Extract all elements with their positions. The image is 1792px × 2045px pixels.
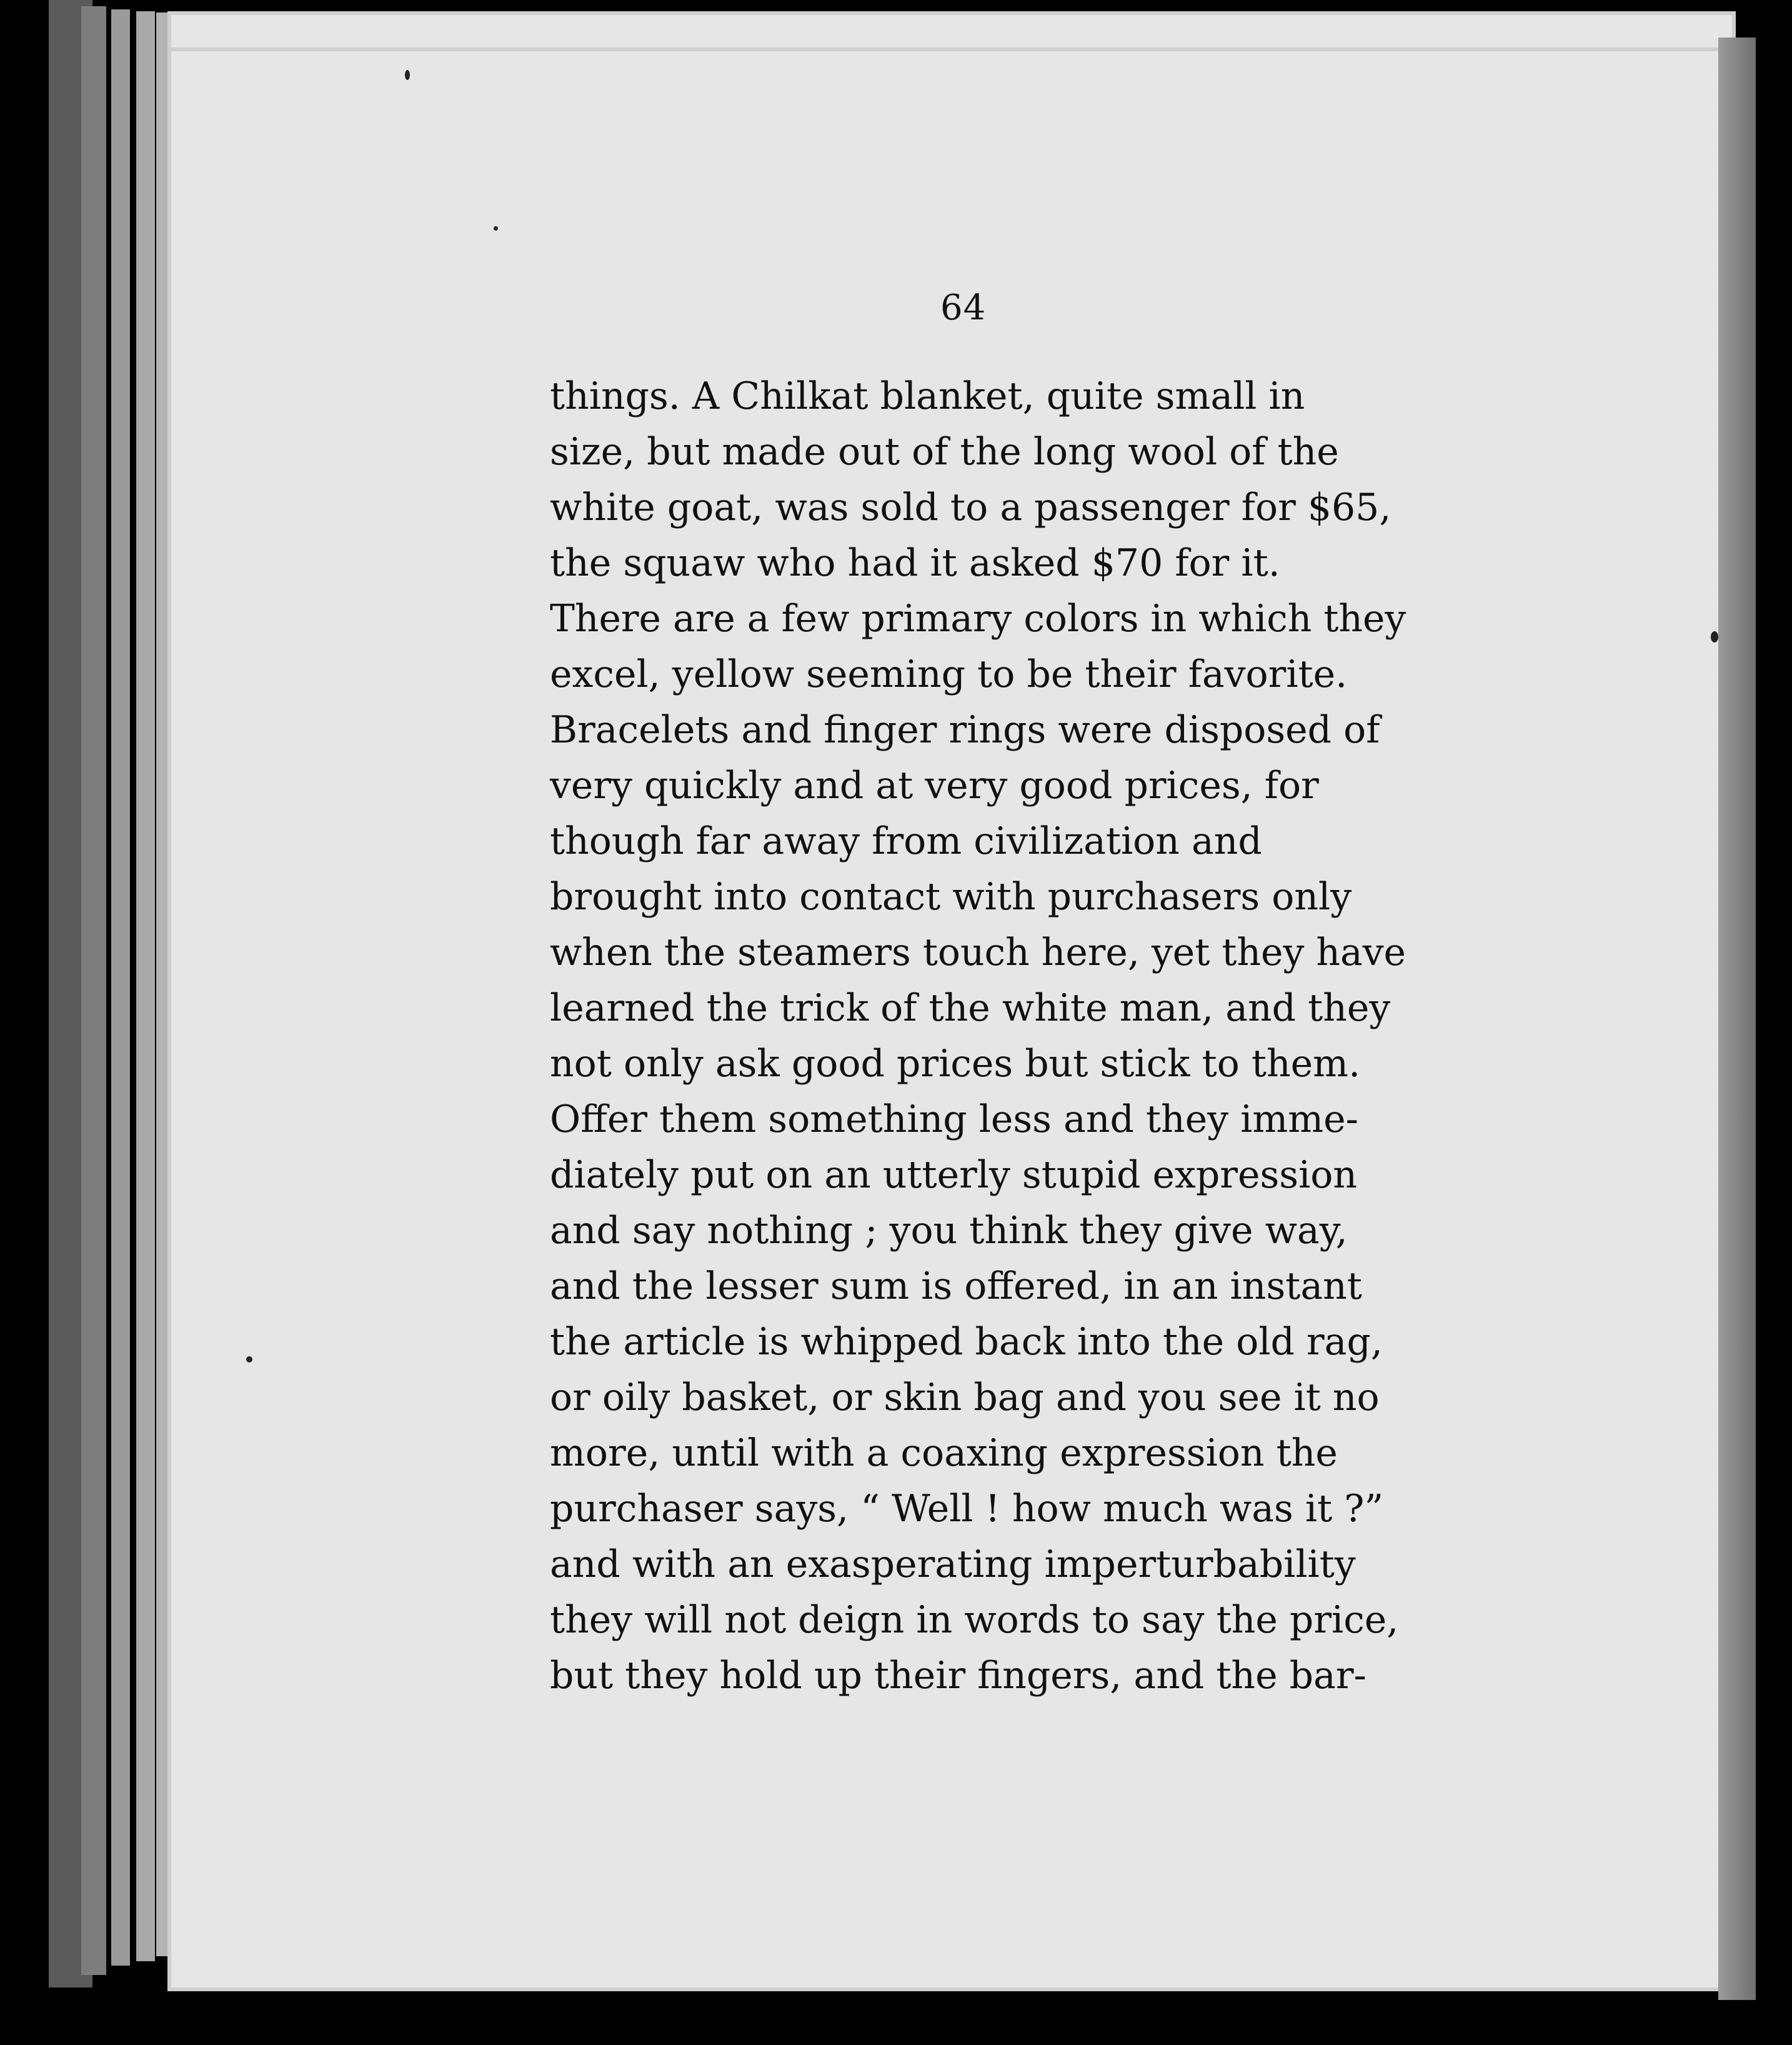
text-line: or oily basket, or skin bag and you see it no: [550, 1376, 1380, 1419]
text-line: and the lesser sum is offered, in an instant: [550, 1264, 1362, 1308]
scan-border: [1756, 0, 1792, 2045]
ink-speck: [405, 70, 410, 80]
text-line: brought into contact with purchasers only: [550, 875, 1352, 919]
text-line: purchaser says, “ Well ! how much was it ?”: [550, 1487, 1384, 1531]
text-line: they will not deign in words to say the price,: [550, 1598, 1399, 1642]
text-line: learned the trick of the white man, and they: [550, 986, 1391, 1030]
text-line: but they hold up their fingers, and the bar-: [550, 1654, 1366, 1698]
ink-speck: [246, 1356, 252, 1362]
body-text: [550, 369, 1406, 1704]
ink-speck: [494, 226, 498, 231]
text-line: not only ask good prices but stick to them.: [550, 1042, 1361, 1086]
text-line: though far away from civilization and: [550, 819, 1262, 863]
page-top-edge: [167, 48, 1736, 51]
text-line: Offer them something less and they imme-: [550, 1098, 1358, 1141]
page-right-shadow: [1718, 38, 1756, 2000]
page-edge: [111, 9, 130, 1966]
page-number: 64: [940, 288, 987, 328]
text-line: things. A Chilkat blanket, quite small in: [550, 374, 1305, 418]
ink-speck: [1711, 631, 1718, 642]
text-line: and say nothing ; you think they give way,: [550, 1209, 1348, 1252]
text-line: the squaw who had it asked $70 for it.: [550, 541, 1280, 585]
text-line: Bracelets and finger rings were disposed of: [550, 708, 1380, 752]
text-line: the article is whipped back into the old rag,: [550, 1320, 1383, 1364]
text-line: when the steamers touch here, yet they have: [550, 931, 1406, 974]
text-line: and with an exasperating imperturbability: [550, 1542, 1356, 1586]
text-line: excel, yellow seeming to be their favorite.: [550, 652, 1348, 696]
text-line: size, but made out of the long wool of the: [550, 430, 1339, 474]
page-edge: [136, 11, 155, 1961]
text-line: There are a few primary colors in which they: [550, 597, 1406, 641]
text-line: diately put on an utterly stupid expression: [550, 1153, 1358, 1197]
text-line: very quickly and at very good prices, for: [550, 764, 1319, 808]
page-edge: [81, 6, 106, 1975]
text-line: more, until with a coaxing expression the: [550, 1431, 1338, 1475]
text-line: white goat, was sold to a passenger for $65,: [550, 486, 1391, 529]
